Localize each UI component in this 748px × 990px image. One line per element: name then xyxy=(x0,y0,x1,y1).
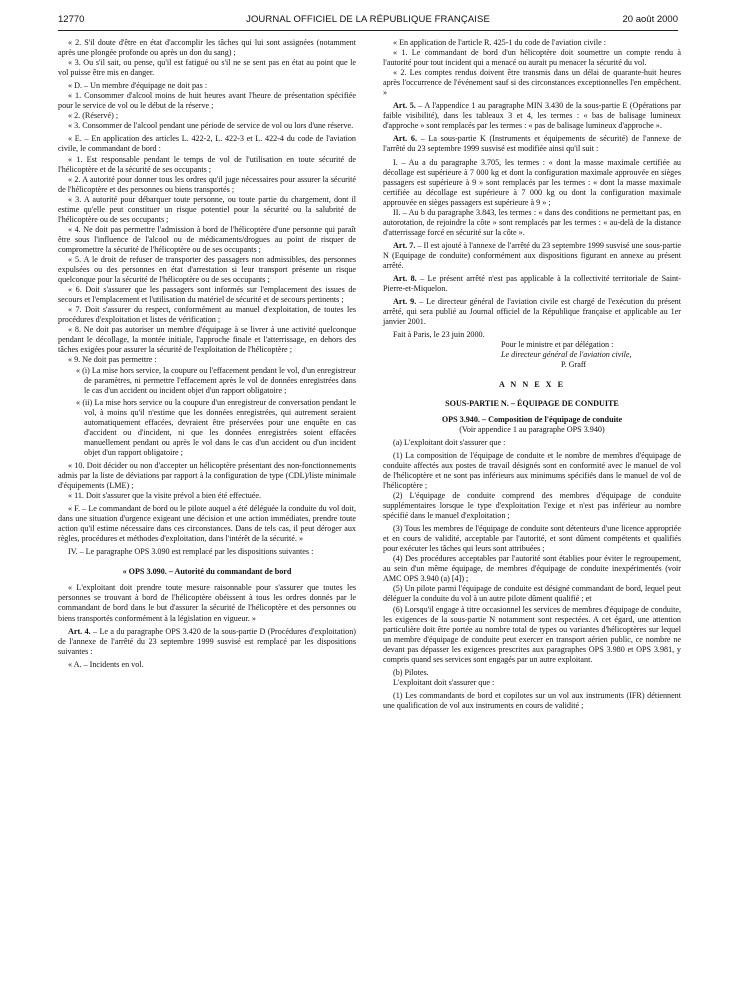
ops-title: OPS 3.940. – Composition de l'équipage de conduite xyxy=(441,414,623,424)
paragraph: « 11. Doit s'assurer que la visite prévol a bien été effectuée. xyxy=(68,491,262,501)
paragraph: « 9. Ne doit pas permettre : xyxy=(68,355,157,365)
paragraph: « En application de l'article R. 425-1 du code de l'aviation civile : xyxy=(393,38,606,47)
paragraph: « 3. Ou s'il sait, ou pense, qu'il est fatigué ou s'il ne se sent pas en état au point que le vol puisse être mis en danger. xyxy=(58,58,356,78)
paragraph: « 5. A le droit de refuser de transporter des passagers non admissibles, des personnes expulsées ou des personnes en état d'arrestation si leur transport présente un risque quelconque pour la sécurité de l'hélicoptère ou de ses occupants ; xyxy=(58,254,356,285)
paragraph: « 3. A autorité pour débarquer toute personne, ou toute partie du chargement, dont il estime qu'elle peut constituer un risque potentiel pour la sécurité ou la salubrité de l'hélicoptère ou de ses occupants ; xyxy=(58,194,356,224)
page-number: 12770 xyxy=(58,14,85,25)
paragraph: « 6. Doit s'assurer que les passagers sont informés sur l'emplacement des issues de secours et l'emplacement et l'utilisation du matériel de sécurité et de secours pertinents ; xyxy=(58,285,356,305)
paragraph: « 2. S'il doute d'être en état d'accomplir les tâches qui lui sont assignées (notamment après une plongée profonde ou après un don du sang) ; xyxy=(58,38,356,58)
paragraph: « 10. Doit décider ou non d'accepter un hélicoptère présentant des non-fonctionnements admis par la liste de déviations par rapport à la configuration de type (CDL)/liste minimale d'équipements (LME) ; xyxy=(58,460,356,491)
paragraph: IV. – Le paragraphe OPS 3.090 est remplacé par les dispositions suivantes : xyxy=(68,547,314,557)
article-label: Art. 8. xyxy=(393,274,417,284)
paragraph: « 2. (Réservé) ; xyxy=(68,111,119,121)
article-label: Art. 4. xyxy=(68,626,91,636)
article-text: – Il est ajouté à l'annexe de l'arrêté du 23 septembre 1999 susvisé une sous-partie N (Equipage de conduite) conformément aux dispositions figurant en annexe au présent arrêté. xyxy=(383,240,681,270)
signature-line: Pour le ministre et par délégation : xyxy=(501,340,614,350)
article-label: Art. 7. xyxy=(393,240,416,250)
paragraph: I. – Au a du paragraphe 3.705, les termes : « dont la masse maximale certifiée au décollage est supérieure à 7 000 kg et dont la configuration maximale approuvée en sièges passagers est supérieure à 9 » sont remplacés par les termes : « dont la masse maximale certifiée au décollage est supérieure à 7 000 kg ou dont la configuration maximale approuvée en sièges passagers est supérieure à 9 » ; xyxy=(383,157,681,207)
left-column xyxy=(58,38,356,670)
article-text: – A l'appendice 1 au paragraphe MIN 3.430 de la sous-partie E (Opérations par faible visibilité), dans les tableaux 3 et 4, les termes : « bas de balisage lumineux d'approche » sont remplacés par les termes : « pas de balisage lumineux d'approche ». xyxy=(383,101,681,131)
article-text: – Le a du paragraphe OPS 3.420 de la sous-partie D (Procédures d'exploitation) de l'annexe de l'arrêté du 23 septembre 1999 susvisé est remplacé par les dispositions suivantes : xyxy=(58,626,356,656)
paragraph: (b) Pilotes. xyxy=(393,667,429,677)
paragraph: « A. – Incidents en vol. xyxy=(68,659,144,669)
paragraph: « 4. Ne doit pas permettre l'admission à bord de l'hélicoptère d'une personne qui paraît être sous l'influence de l'alcool ou de médicaments/drogues au point de risquer de compromettre la sécurité de l'hélicoptère ou de ses occupants ; xyxy=(58,224,356,254)
article-paragraph xyxy=(383,241,681,271)
paragraph: « 7. Doit s'assurer du respect, conformément au manuel d'exploitation, de toutes les procédures d'exploitation et listes de vérification ; xyxy=(58,305,356,325)
ops-subtitle: (Voir appendice 1 au paragraphe OPS 3.940) xyxy=(459,424,605,434)
signature-name: P. Graff xyxy=(561,360,587,370)
paragraph: « 2. A autorité pour donner tous les ordres qu'il juge nécessaires pour assurer la sécurité de l'hélicoptère et des personnes ou biens transportés ; xyxy=(58,174,356,194)
paragraph: « L'exploitant doit prendre toute mesure raisonnable pour s'assurer que toutes les personnes se trouvant à bord de l'hélicoptère obéissent à tous les ordres donnés par le commandant de bord dans le but d'assurer la sécurité de l'hélicoptère et des personnes ou biens transportés conformément à la législation en vigueur. » xyxy=(58,583,356,623)
paragraph: (2) L'équipage de conduite comprend des membres d'équipage de conduite supplémentaires lorsque le type d'exploitation l'exige et n'est pas inférieur au nombre spécifié dans le manuel d'exploitation ; xyxy=(383,491,681,521)
annex-heading: A N N E X E xyxy=(498,380,566,390)
signing-place-date: Fait à Paris, le 23 juin 2000. xyxy=(393,330,485,340)
article-label: Art. 6. xyxy=(393,134,417,144)
article-text: – Le présent arrêté n'est pas applicable à la collectivité territoriale de Saint-Pierre-et-Miquelon. xyxy=(383,274,681,294)
article-label: Art. 5. xyxy=(393,101,416,111)
paragraph: (5) Un pilote parmi l'équipage de conduite est désigné commandant de bord, lequel peut déléguer la conduite du vol à un autre pilote dûment qualifié ; et xyxy=(383,584,681,604)
article-paragraph xyxy=(383,274,681,294)
paragraph: « 1. Le commandant de bord d'un hélicoptère doit soumettre un compte rendu à l'autorité pour tout incident qui a menacé ou aurait pu menacer la sécurité du vol. xyxy=(383,48,681,68)
paragraph: (4) Des procédures acceptables par l'autorité sont établies pour éviter le regroupement, au sein d'un même équipage, de membres d'équipage de conduite inexpérimentés (voir AMC OPS 3.940 (a) [4]) ; xyxy=(383,554,681,584)
paragraph: « 1. Consommer d'alcool moins de huit heures avant l'heure de présentation spécifiée pour le service de vol ou le début de la réserve ; xyxy=(58,91,356,111)
paragraph: II. – Au b du paragraphe 3.843, les termes : « dans des conditions ne permettant pas, en autorotation, de rejoindre la côte » sont remplacés par les termes : « au-delà de la distance d'atterrissage forcé en sécurité sur la côte ». xyxy=(383,207,681,237)
header-rule xyxy=(58,30,678,31)
article-text: – Le directeur général de l'aviation civile est chargé de l'exécution du présent arrêté, qui sera publié au Journal officiel de la République française et applicable au 1er janvier 2001. xyxy=(383,297,681,327)
signature-title: Le directeur général de l'aviation civile, xyxy=(501,350,632,360)
paragraph: (a) L'exploitant doit s'assurer que : xyxy=(393,437,506,447)
article-paragraph xyxy=(58,627,356,657)
article-text: – La sous-partie K (Instruments et équipements de sécurité) de l'annexe de l'arrêté du 23 septembre 1999 susvisé est modifiée ainsi qu'il suit : xyxy=(383,134,681,154)
article-paragraph xyxy=(383,101,681,131)
page-header xyxy=(58,14,678,28)
article-paragraph xyxy=(383,297,681,327)
paragraph: (1) La composition de l'équipage de conduite et le nombre de membres d'équipage de conduite affectés aux postes de travail désignés sont en conformité avec le manuel de vol de l'hélicoptère et ne sont pas inférieurs aux minimums spécifiés dans le manuel de vol de l'hélicoptère ; xyxy=(383,450,681,490)
paragraph: (1) Les commandants de bord et copilotes sur un vol aux instruments (IFR) détiennent une qualification de vol aux instruments en cours de validité ; xyxy=(383,690,681,710)
paragraph: L'exploitant doit s'assurer que : xyxy=(393,677,495,687)
paragraph: « D. – Un membre d'équipage ne doit pas : xyxy=(68,81,208,91)
section-heading: « OPS 3.090. – Autorité du commandant de bord xyxy=(122,567,292,577)
sub-item: « (i) La mise hors service, la coupure ou l'effacement pendant le vol, d'un enregistreur de paramètres, ni permettre l'effacement après le vol de données enregistrées dans le cas d'un accident ou incident objet d'un rapport obligatoire ; xyxy=(76,365,356,395)
paragraph: « E. – En application des articles L. 422-2, L. 422-3 et L. 422-4 du code de l'aviation civile, le commandant de bord : xyxy=(58,134,356,154)
paragraph: « F. – Le commandant de bord ou le pilote auquel a été déléguée la conduite du vol doit, dans une situation d'urgence exigeant une décision et une action immédiates, prendre toute action qu'il estime nécessaire dans ces circonstances. Dans de tels cas, il peut déroger aux règles, procédures et méthodes d'exploitation, dans l'intérêt de la sécurité. » xyxy=(58,504,356,544)
right-column xyxy=(383,38,681,711)
paragraph: « 1. Est responsable pendant le temps de vol de l'utilisation en toute sécurité de l'hélicoptère et de la sécurité de ses occupants ; xyxy=(58,154,356,174)
paragraph: (3) Tous les membres de l'équipage de conduite sont détenteurs d'une licence appropriée et en cours de validité, acceptable par l'autorité, et sont dûment compétents et qualifiés pour exécuter les tâches qui leurs sont attribuées ; xyxy=(383,524,681,554)
paragraph: (6) Lorsqu'il engage à titre occasionnel les services de membres d'équipage de conduite, les exigences de la sous-partie N notamment sont respectées. A cet égard, une attention particulière doit être portée au nombre total de types ou variantes d'hélicoptères sur lequel un membre d'équipage de conduite peut exercer en transport aérien public, ce nombre ne devant pas dépasser les exigences prescrites aux paragraphes OPS 3.980 et OPS 3.981, y compris quand ses services sont engagés par un autre exploitant. xyxy=(383,604,681,664)
paragraph: « 2. Les comptes rendus doivent être transmis dans un délai de quarante-huit heures après l'occurrence de l'événement sauf si des circonstances exceptionnelles l'en empêchent. » xyxy=(383,68,681,98)
issue-date: 20 août 2000 xyxy=(622,14,678,25)
article-label: Art. 9. xyxy=(393,297,417,307)
subpart-heading: SOUS-PARTIE N. – ÉQUIPAGE DE CONDUITE xyxy=(445,398,619,408)
sub-item: « (ii) La mise hors service ou la coupure d'un enregistreur de conversation pendant le vol, à moins qu'il n'estime que les données enregistrées, qui autrement seraient automatiquement effacées, devraient être préservées pour une enquête en cas d'accident ou d'incident, ni que les données enregistrées soient effacées manuellement pendant ou après le vol dans le cas d'un accident ou d'un incident objet d'un rapport obligatoire ; xyxy=(76,397,356,457)
paragraph: « 3. Consommer de l'alcool pendant une période de service de vol ou lors d'une réserve. xyxy=(68,121,354,131)
article-paragraph xyxy=(383,134,681,154)
journal-title: JOURNAL OFFICIEL DE LA RÉPUBLIQUE FRANÇAISE xyxy=(246,14,490,25)
paragraph: « 8. Ne doit pas autoriser un membre d'équipage à se livrer à une activité quelconque pendant le décollage, la montée initiale, l'approche finale et l'atterrissage, en dehors des tâches exigées pour assurer la sécurité de l'exploitation de l'hélicoptère ; xyxy=(58,325,356,355)
